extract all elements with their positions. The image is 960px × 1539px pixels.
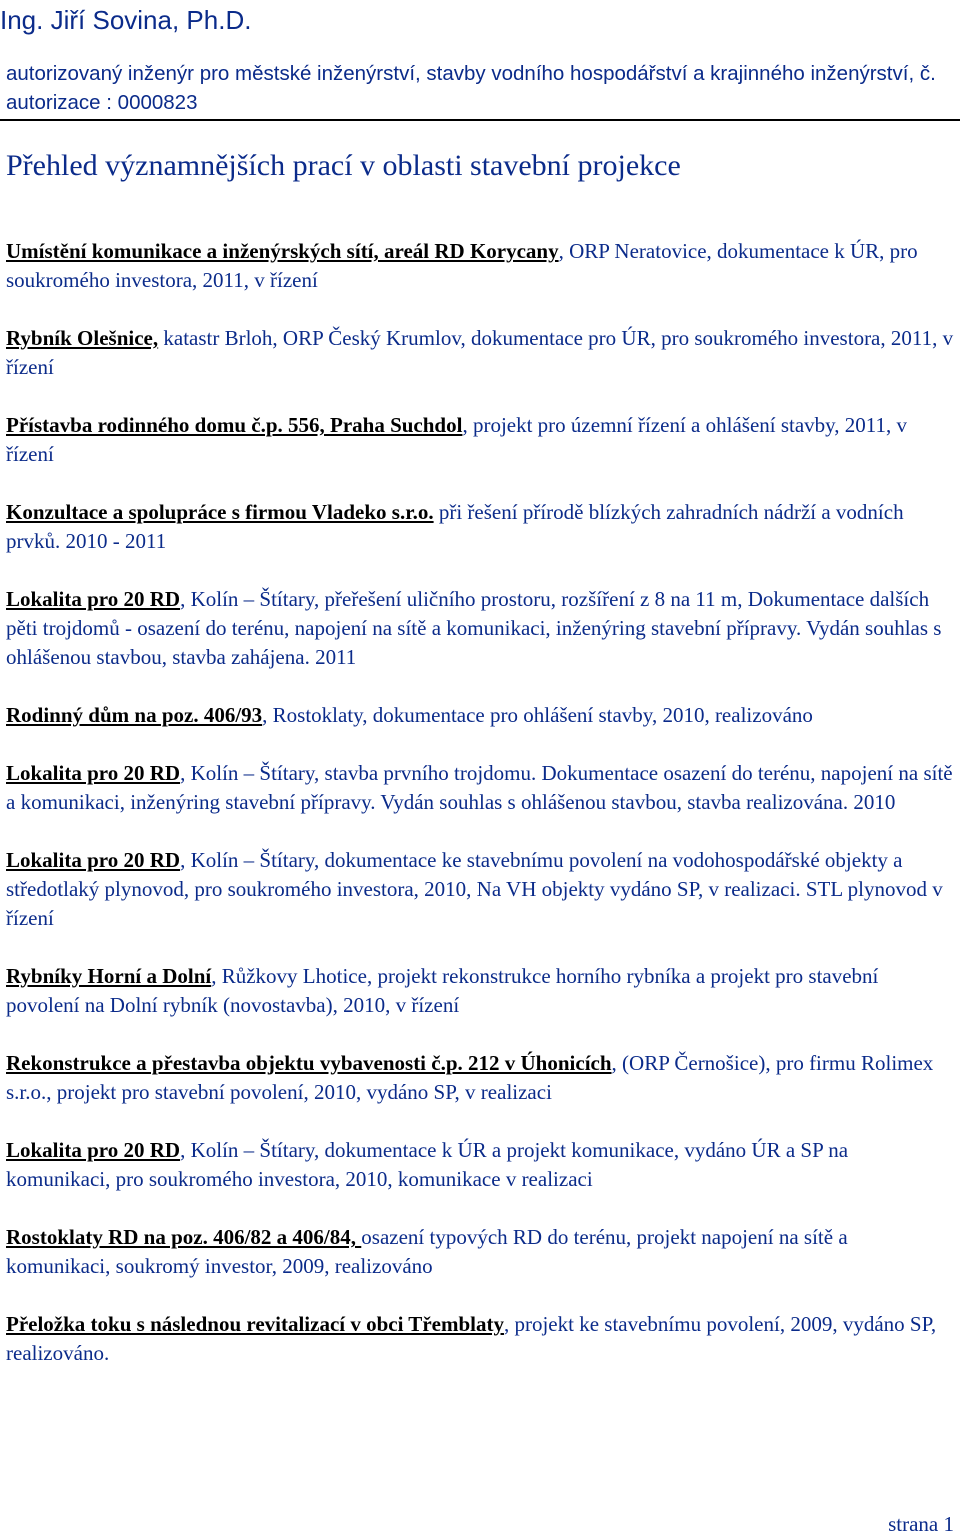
work-entry [6,1310,956,1368]
work-entry [6,1223,956,1281]
work-entry-title: Rodinný dům na poz. 406/93 [6,703,263,727]
author-description: autorizovaný inženýr pro městské inženýrství, stavby vodního hospodářství a krajinného inženýrství, č. autorizace : 0000823 [6,62,936,114]
work-entry-title: Přeložka toku s následnou revitalizací v obci Třemblaty [6,1312,504,1336]
work-entry-text: osazení typových RD do terénu, projekt napojení na sítě a komunikaci, soukromý investor, 2009, realizováno [6,1225,848,1278]
work-entry-title: Rekonstrukce a přestavba objektu vybavenosti č.p. 212 v Úhonicích [6,1051,612,1075]
work-entry [6,759,956,817]
work-entry-text: , Kolín – Štítary, dokumentace k ÚR a projekt komunikace, vydáno ÚR a SP na komunikaci, pro soukromého investora, 2010, komunikace v realizaci [6,1138,849,1191]
work-entry-text: , (ORP Černošice), pro firmu Rolimex s.r.o., projekt pro stavební povolení, 2010, vydáno SP, v realizaci [6,1051,934,1104]
work-entry-text: , Kolín – Štítary, dokumentace ke stavebnímu povolení na vodohospodářské objekty a středotlaký plynovod, pro soukromého investora, 2010, Na VH objekty vydáno SP, v realizaci. STL plynovod v řízení [6,848,943,930]
work-entry-text: , Růžkovy Lhotice, projekt rekonstrukce horního rybníka a projekt pro stavební povolení na Dolní rybník (novostavba), 2010, v řízení [6,964,879,1017]
work-entry [6,1049,956,1107]
work-entry-text: , Kolín – Štítary, stavba prvního trojdomu. Dokumentace osazení do terénu, napojení na sítě a komunikaci, inženýring stavební přípravy. Vydán souhlas s ohlášenou stavbou, stavba realizována. 2010 [6,761,953,814]
work-entry-title: Umístění komunikace a inženýrských sítí, areál RD Korycany [6,239,559,263]
work-entry [6,498,956,556]
work-entry-title: Přístavba rodinného domu č.p. 556, Praha Suchdol [6,413,463,437]
work-entry-text: , projekt pro územní řízení a ohlášení stavby, 2011, v řízení [6,413,908,466]
header-divider [0,119,960,121]
work-entry-text: , ORP Neratovice, dokumentace k ÚR, pro soukromého investora, 2011, v řízení [6,239,918,292]
work-list [6,237,956,1397]
work-entry-text: katastr Brloh, ORP Český Krumlov, dokumentace pro ÚR, pro soukromého investora, 2011, v řízení [6,326,954,379]
work-entry-title: Rybníky Horní a Dolní [6,964,212,988]
work-entry [6,237,956,295]
author-name: Ing. Jiří Sovina, Ph.D. [0,5,252,35]
page-title: Přehled významnějších prací v oblasti stavební projekce [6,149,681,182]
work-entry-text: , Rostoklaty, dokumentace pro ohlášení stavby, 2010, realizováno [262,703,813,727]
work-entry-title: Lokalita pro 20 RD [6,761,181,785]
work-entry [6,962,956,1020]
page-number: strana 1 [888,1512,954,1536]
work-entry-title: Rybník Olešnice, [6,326,159,350]
work-entry-text: při řešení přírodě blízkých zahradních nádrží a vodních prvků. 2010 - 2011 [6,500,904,553]
work-entry [6,324,956,382]
work-entry [6,846,956,933]
work-entry-title: Rostoklaty RD na poz. 406/82 a 406/84, [6,1225,362,1249]
work-entry [6,585,956,672]
work-entry [6,411,956,469]
work-entry [6,701,956,730]
work-entry-text: , projekt ke stavebnímu povolení, 2009, vydáno SP, realizováno. [6,1312,937,1365]
work-entry-title: Lokalita pro 20 RD [6,848,181,872]
work-entry-title: Lokalita pro 20 RD [6,1138,181,1162]
work-entry-title: Konzultace a spolupráce s firmou Vladeko s.r.o. [6,500,434,524]
work-entry [6,1136,956,1194]
work-entry-title: Lokalita pro 20 RD [6,587,181,611]
work-entry-text: , Kolín – Štítary, přeřešení uličního prostoru, rozšíření z 8 na 11 m, Dokumentace dalších pěti trojdomů - osazení do terénu, napojení na sítě a komunikaci, inženýring stavební přípravy. Vydán souhlas s ohlášenou stavbou, stavba zahájena. 2011 [6,587,942,669]
